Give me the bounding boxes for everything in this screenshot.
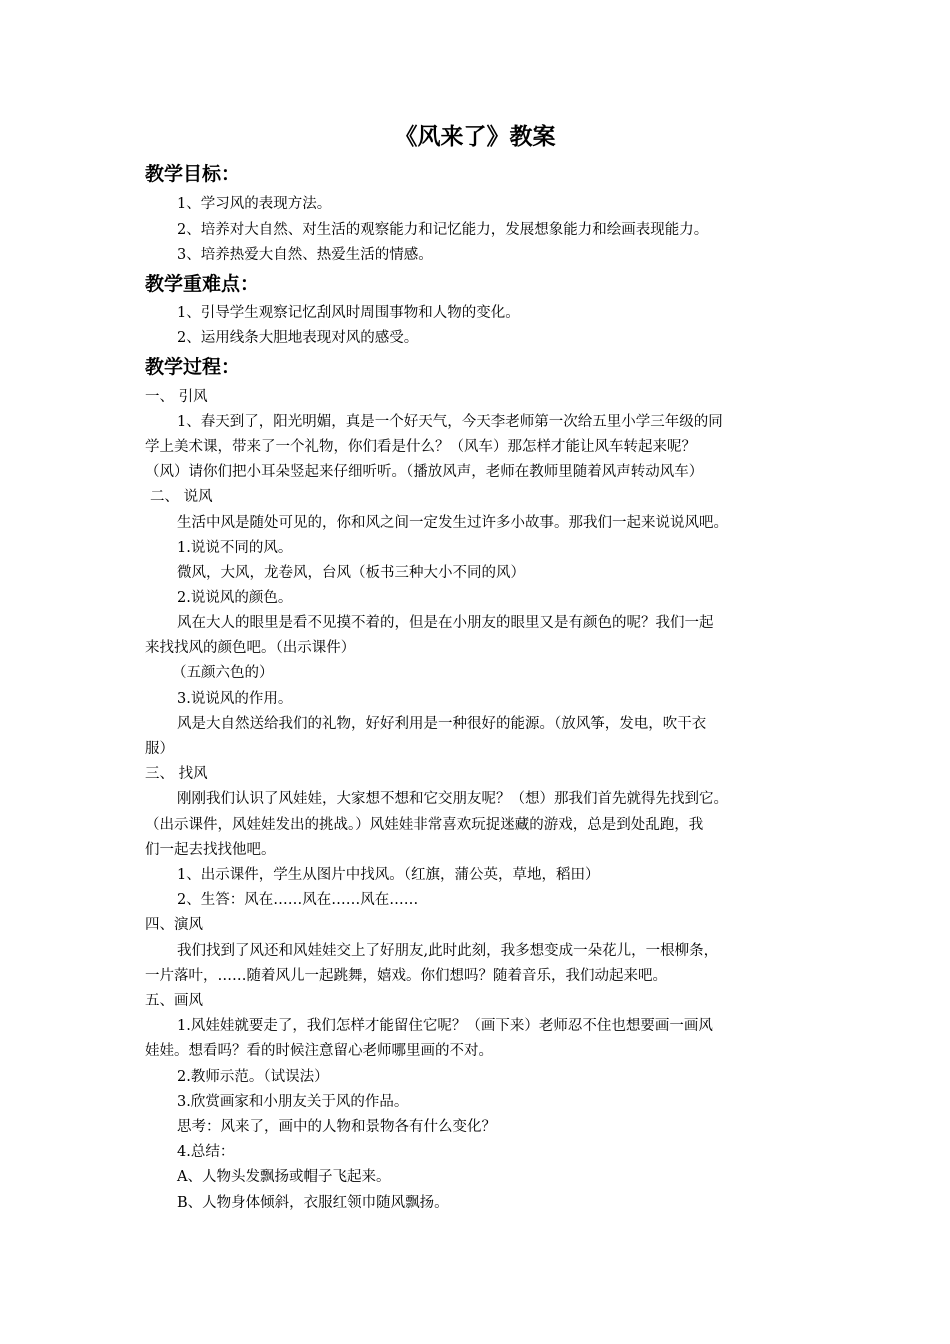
process-line: 3.说说风的作用。 [177,691,293,707]
process-line: B、人物身体倾斜，衣服红领巾随风飘扬。 [177,1195,449,1211]
process-line: 3.欣赏画家和小朋友关于风的作品。 [177,1094,409,1110]
process-subheading: 四、演风 [145,917,203,933]
process-line: 一片落叶，……随着风儿一起跳舞，嬉戏。你们想吗？随着音乐，我们动起来吧。 [145,968,667,984]
process-line: 1、出示课件，学生从图片中找风。（红旗，蒲公英，草地，稻田） [177,867,600,883]
process-subheading: 五、画风 [145,993,203,1009]
process-line: 1.风娃娃就要走了，我们怎样才能留住它呢？（画下来）老师忍不住也想要画一画风 [177,1018,713,1034]
process-line: 1.说说不同的风。 [177,540,293,556]
process-line: 服） [145,741,174,757]
objective-item: 2、培养对大自然、对生活的观察能力和记忆能力，发展想象能力和绘画表现能力。 [177,222,709,238]
process-line: 我们找到了风还和风娃娃交上了好朋友,此时此刻，我多想变成一朵花儿，一根柳条， [177,943,719,959]
section-heading-objectives: 教学目标： [145,163,241,185]
section-heading-process: 教学过程： [145,356,241,378]
process-line: 娃娃。想看吗？看的时候注意留心老师哪里画的不对。 [145,1043,493,1059]
process-line: 2.教师示范。（试误法） [177,1069,329,1085]
process-line: 刚刚我们认识了风娃娃，大家想不想和它交朋友呢？（想）那我们首先就得先找到它。 [177,791,728,807]
process-line: （风）请你们把小耳朵竖起来仔细听听。（播放风声，老师在教师里随着风声转动风车） [145,464,704,480]
objective-item: 3、培养热爱大自然、热爱生活的情感。 [177,247,433,263]
process-line: 4.总结： [177,1144,235,1160]
process-line: （五颜六色的） [172,665,274,681]
process-line: 2、生答：风在……风在……风在…… [177,892,419,908]
process-subheading: 三、 找风 [145,766,208,782]
process-line: 学上美术课，带来了一个礼物，你们看是什么？（风车）那怎样才能让风车转起来呢？ [145,439,696,455]
process-line: 思考：风来了，画中的人物和景物各有什么变化？ [177,1119,496,1135]
page-title: 《风来了》教案 [394,124,556,150]
key-point-item: 2、运用线条大胆地表现对风的感受。 [177,330,419,346]
section-heading-key-points: 教学重难点： [145,273,260,295]
process-line: 们一起去找找他吧。 [145,842,276,858]
process-line: 2.说说风的颜色。 [177,590,293,606]
key-point-item: 1、引导学生观察记忆刮风时周围事物和人物的变化。 [177,305,520,321]
process-line: 风在大人的眼里是看不见摸不着的，但是在小朋友的眼里又是有颜色的呢？我们一起 [177,615,714,631]
process-line: 风是大自然送给我们的礼物，好好利用是一种很好的能源。（放风筝，发电，吹干衣 [177,716,707,732]
process-line: （出示课件，风娃娃发出的挑战。）风娃娃非常喜欢玩捉迷藏的游戏，总是到处乱跑，我 [145,817,704,833]
objective-item: 1、学习风的表现方法。 [177,196,332,212]
process-line: 来找找风的颜色吧。（出示课件） [145,640,356,656]
process-subheading: 一、 引风 [145,389,208,405]
process-subheading: 二、 说风 [150,489,213,505]
process-line: A、人物头发飘扬或帽子飞起来。 [177,1169,391,1185]
process-line: 生活中风是随处可见的，你和风之间一定发生过许多小故事。那我们一起来说说风吧。 [177,515,728,531]
process-line: 1、春天到了，阳光明媚，真是一个好天气，今天李老师第一次给五里小学三年级的同 [177,414,723,430]
process-line: 微风，大风，龙卷风，台风（板书三种大小不同的风） [177,565,525,581]
